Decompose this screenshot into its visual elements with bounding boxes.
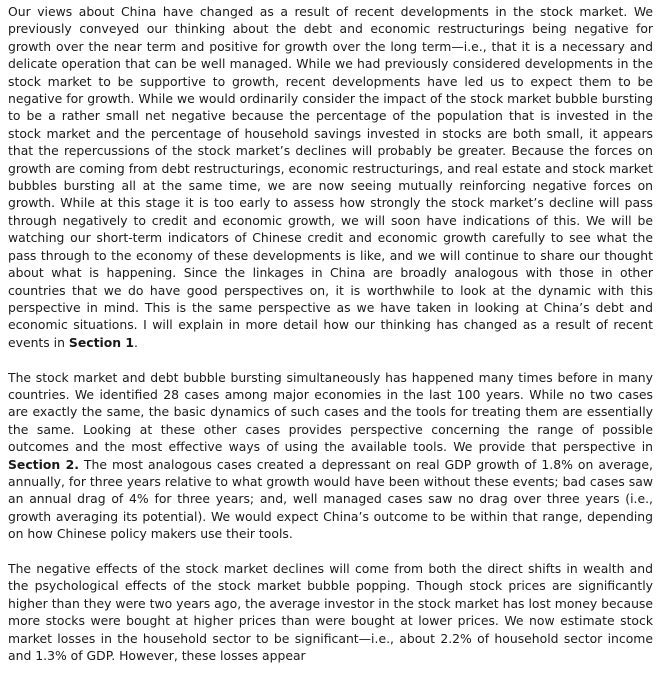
paragraph-views-on-china — [8, 3, 653, 351]
paragraph-text: The negative effects of the stock market declines will come from both the direct shifts in wealth and the psychological effects of the stock market bubble popping. Though stock prices are significantly higher than they were two years ago, the average investor in the stock market has lost money because more stocks were bought at higher prices than were bought at lower prices. We now estimate stock market losses in the household sector to be significant—i.e., about 2.2% of household sector income and 1.3% of GDP. However, these losses appear — [8, 560, 653, 663]
paragraph-text: . — [134, 334, 138, 350]
paragraph-text: The most analogous cases created a depressant on real GDP growth of 1.8% on average, annually, for three years relative to what growth would have been without these events; bad cases saw an annual drag of 4% for three years; and, well managed cases saw no drag over three years (i.e., growth averaging its potential). We would expect China’s outcome to be within that range, depending on how Chinese policy makers use their tools. — [8, 456, 653, 542]
document-page — [8, 3, 653, 682]
paragraph-negative-effects — [8, 560, 653, 664]
paragraph-text: Our views about China have changed as a result of recent developments in the stock market. We previously conveyed our thinking about the debt and economic restructurings being negative for growth over the near term and positive for growth over the long term—i.e., that it is a necessary and delicate operation that can be well managed. While we had previously considered developments in the stock market to be supportive to growth, recent developments have led us to expect them to be negative for growth. While we would ordinarily consider the impact of the stock market bubble bursting to be a rather small net negative because the percentage of the population that is invested in the stock market and the percentage of household savings invested in stocks are both small, it appears that the repercussions of the stock market’s declines will probably be greater. Because the forces on growth are coming from debt restructurings, economic restructurings, and real estate and stock market bubbles bursting all at the same time, we are now seeing mutually reinforcing negative forces on growth. While at this stage it is too early to assess how strongly the stock market’s decline will pass through negatively to credit and economic growth, we will soon have indications of this. We will be watching our short-term indicators of Chinese credit and economic growth carefully to see what the pass through to the economy of these developments is like, and we will continue to share our thought about what is happening. Since the linkages in China are broadly analogous with those in other countries that we do have good perspectives on, it is worthwhile to look at the dynamic with this perspective in mind. This is the same perspective as we have taken in looking at China’s debt and economic situations. I will explain in more detail how our thinking has changed as a result of recent events in — [8, 4, 653, 350]
paragraph-text: The stock market and debt bubble bursting simultaneously has happened many times before in many countries. We identified 28 cases among major economies in the last 100 years. While no two cases are exactly the same, the basic dynamics of such cases and the tools for treating them are essentially the same. Looking at these other cases provides perspective concerning the range of possible outcomes and the most effective ways of using the available tools. We provide that perspective in — [8, 369, 653, 455]
section-2-reference: Section 2. — [8, 456, 79, 472]
paragraph-historical-cases — [8, 369, 653, 543]
section-1-reference: Section 1 — [68, 334, 135, 350]
